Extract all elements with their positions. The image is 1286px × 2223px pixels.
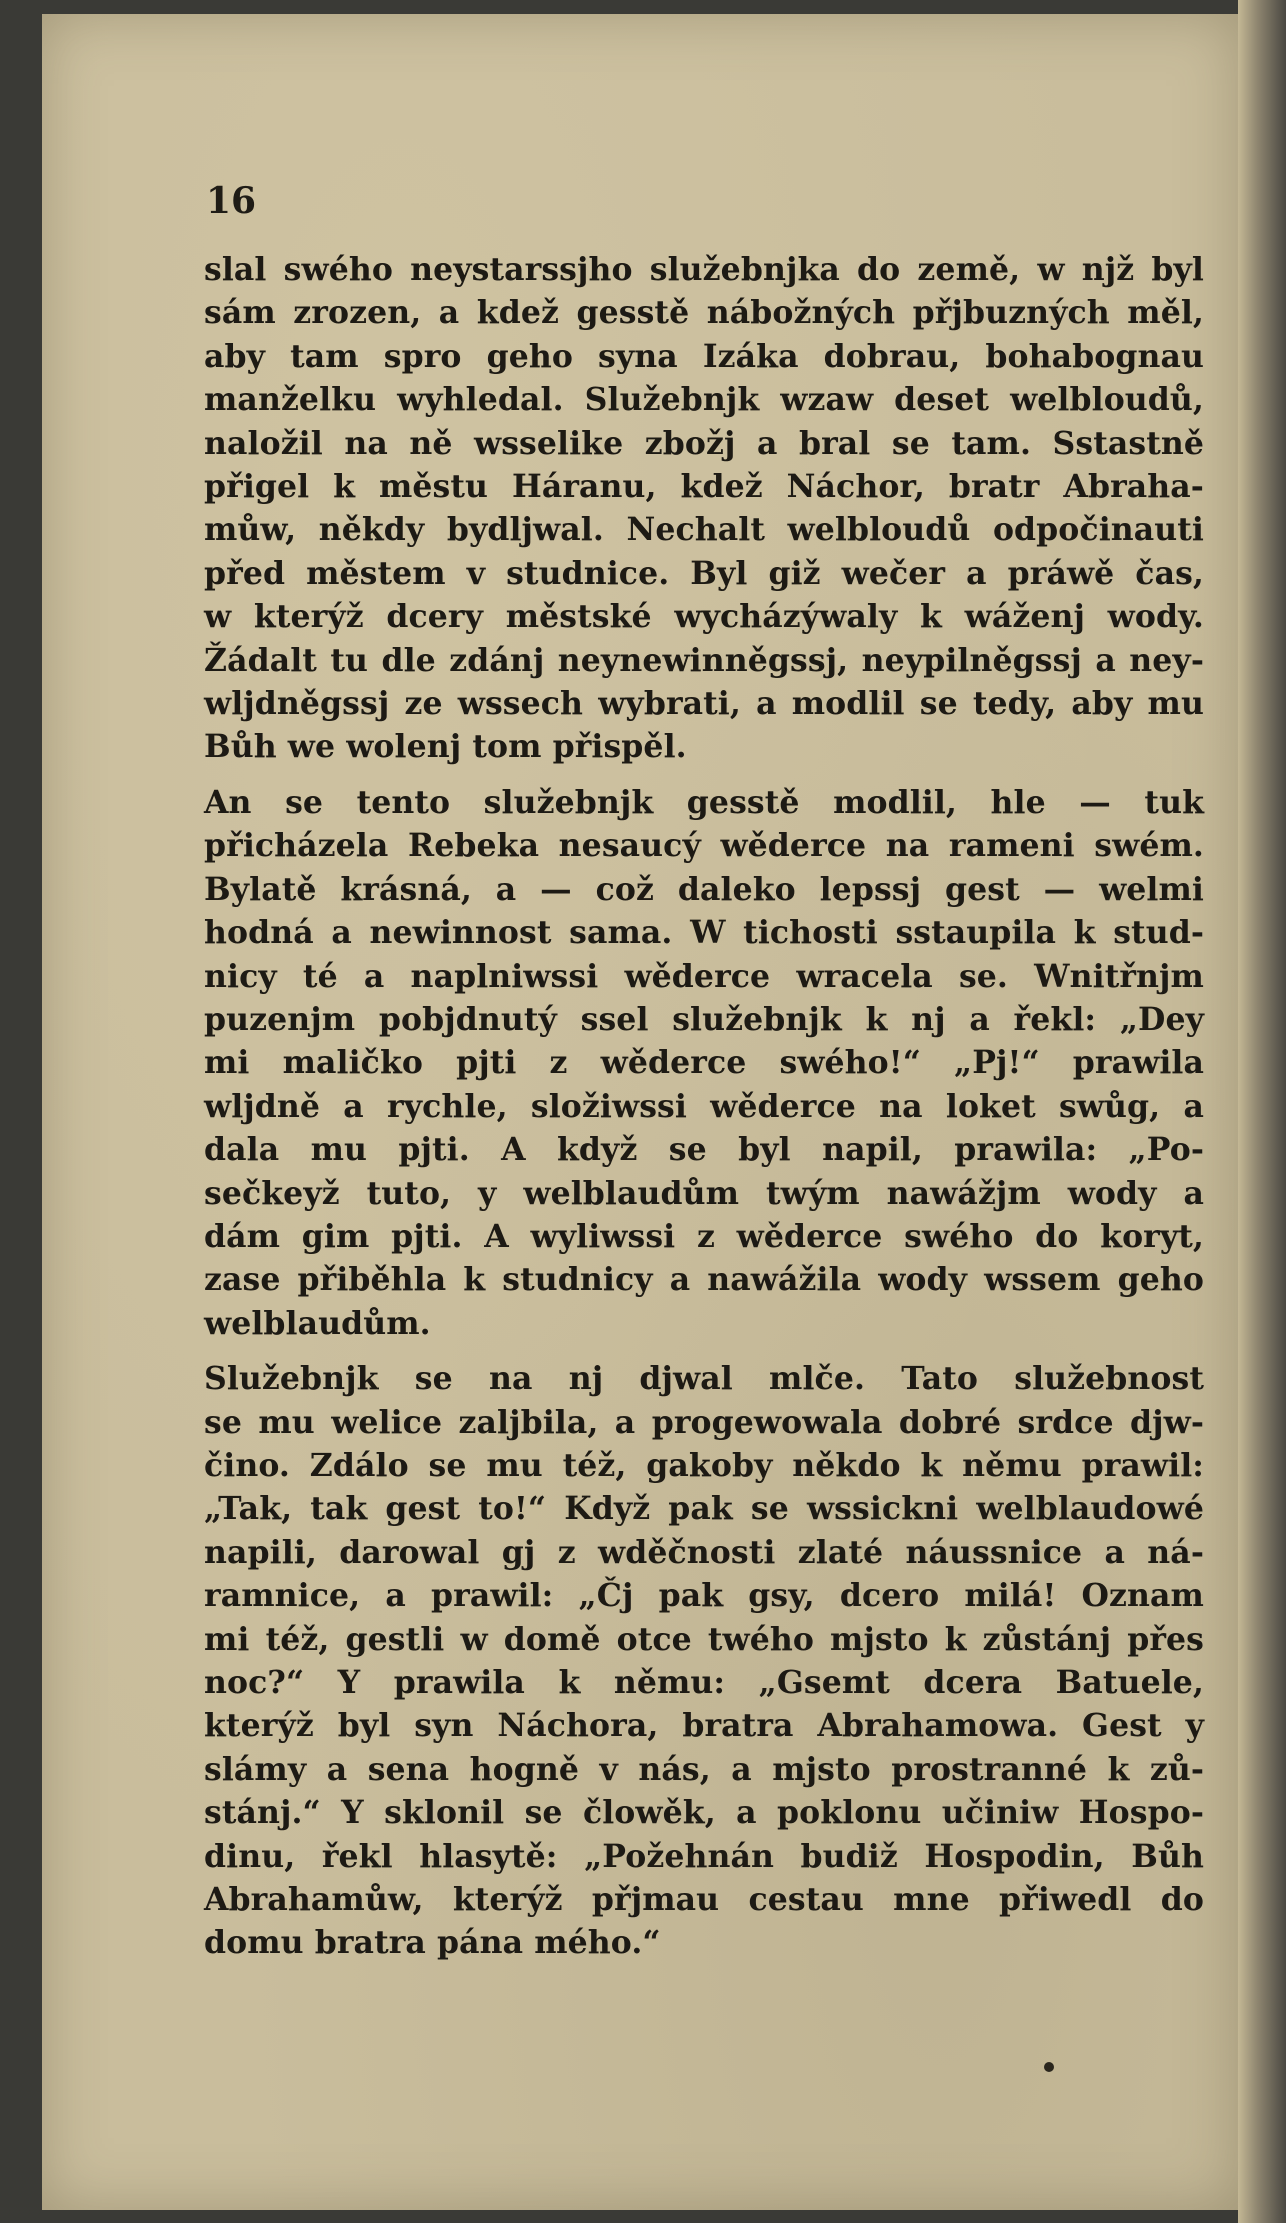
text-line: Bůh we wolenj tom přispěl. (204, 728, 687, 766)
ink-speck (1044, 2062, 1054, 2072)
text-line: dala mu pjti. A když se byl napil, prawila: „Po- (204, 1131, 1204, 1169)
text-line: domu bratra pána mého.“ (204, 1924, 661, 1962)
text-line: Abrahamůw, kterýž přjmau cestau mne přiwedl do (204, 1881, 1204, 1919)
text-line: kterýž byl syn Náchora, bratra Abrahamowa. Gest y (204, 1707, 1204, 1745)
text-line: před městem v studnice. Byl giž wečer a práwě čas, (204, 554, 1204, 592)
paragraph-1 (204, 248, 1204, 769)
text-line: nicy té a naplniwssi wěderce wracela se. Wnitřnjm (204, 957, 1204, 995)
body-text (204, 248, 1204, 1965)
text-line: dám gim pjti. A wyliwssi z wěderce swého do koryt, (204, 1217, 1204, 1255)
text-line: An se tento služebnjk gesstě modlil, hle — tuk (204, 783, 1204, 821)
text-line: Žádalt tu dle zdánj neynewinněgssj, neypilněgssj a ney- (204, 641, 1204, 679)
page-number: 16 (206, 180, 257, 222)
paragraph-gap (204, 1345, 1204, 1357)
text-line: dinu, řekl hlasytě: „Požehnán budiž Hospodin, Bůh (204, 1837, 1204, 1875)
text-line: přicházela Rebeka nesaucý wěderce na rameni swém. (204, 827, 1204, 865)
text-line: hodná a newinnost sama. W tichosti sstaupila k stud- (204, 914, 1204, 952)
text-line: puzenjm pobjdnutý ssel služebnjk k nj a řekl: „Dey (204, 1000, 1204, 1038)
text-line: zase přiběhla k studnicy a nawážila wody wssem geho (204, 1261, 1204, 1299)
text-line: čino. Zdálo se mu též, gakoby někdo k němu prawil: (204, 1446, 1204, 1484)
text-line: aby tam spro geho syna Izáka dobrau, bohabognau (204, 337, 1204, 375)
text-line: mi též, gestli w domě otce twého mjsto k zůstánj přes (204, 1620, 1204, 1658)
page-edge-shadow (1238, 0, 1286, 2223)
text-line: sečkeyž tuto, y welblaudům twým nawážjm wody a (204, 1174, 1204, 1212)
text-line: wljdně a rychle, složiwssi wěderce na loket swůg, a (204, 1087, 1204, 1125)
paragraph-3 (204, 1357, 1204, 1965)
text-line: stánj.“ Y sklonil se člowěk, a poklonu učiniw Hospo- (204, 1794, 1204, 1832)
text-line: Bylatě krásná, a — což daleko lepssj gest — welmi (204, 870, 1204, 908)
text-line: napili, darowal gj z wděčnosti zlaté náussnice a ná- (204, 1533, 1204, 1571)
text-line: w kterýž dcery městské wycházýwaly k wáženj wody. (204, 598, 1204, 636)
text-line: sám zrozen, a kdež gesstě nábožných přjbuzných měl, (204, 294, 1204, 332)
text-line: ramnice, a prawil: „Čj pak gsy, dcero milá! Oznam (204, 1577, 1204, 1615)
paragraph-gap (204, 769, 1204, 781)
paragraph-2 (204, 781, 1204, 1345)
text-line: slal swého neystarssjho služebnjka do země, w njž byl (204, 251, 1204, 288)
text-line: Služebnjk se na nj djwal mlče. Tato služebnost (204, 1360, 1204, 1398)
text-line: se mu welice zaljbila, a progewowala dobré srdce djw- (204, 1403, 1204, 1441)
text-line: můw, někdy bydljwal. Nechalt welbloudů odpočinauti (204, 511, 1204, 549)
text-line: slámy a sena hogně v nás, a mjsto prostranné k zů- (204, 1750, 1204, 1788)
text-line: noc?“ Y prawila k němu: „Gsemt dcera Batuele, (204, 1664, 1204, 1701)
text-line: manželku wyhledal. Služebnjk wzaw deset welbloudů, (204, 381, 1204, 419)
text-line: „Tak, tak gest to!“ Když pak se wssickni welblaudowé (204, 1490, 1204, 1528)
text-line: naložil na ně wsselike zbožj a bral se tam. Sstastně (204, 424, 1204, 462)
text-line: wljdněgssj ze wssech wybrati, a modlil se tedy, aby mu (204, 685, 1204, 723)
text-line: welblaudům. (204, 1304, 431, 1342)
text-line: přigel k městu Háranu, kdež Náchor, bratr Abraha- (204, 468, 1204, 506)
text-line: mi maličko pjti z wěderce swého!“ „Pj!“ prawila (204, 1044, 1204, 1082)
